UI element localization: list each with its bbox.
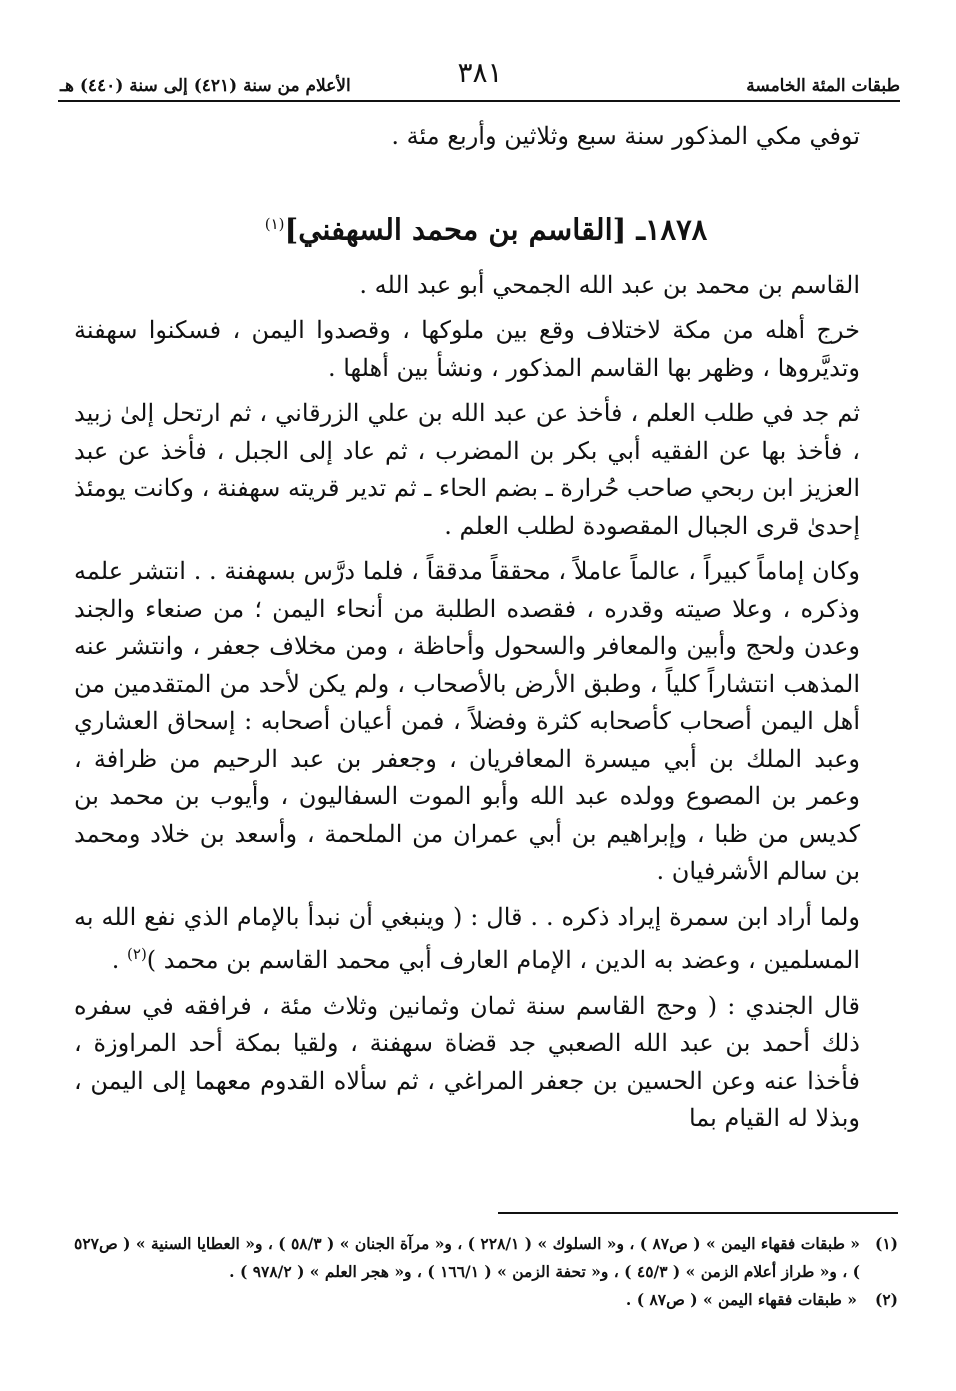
footnote-text: « طبقات فقهاء اليمن » ( ص٨٧ ) . [625,1290,857,1309]
header-date-range: الأعلام من سنة (٤٢١) إلى سنة (٤٤٠) هـ [60,76,351,96]
footnotes [74,1230,898,1314]
entry-title-text: ١٨٧٨ـ [القاسم بن محمد السهفني] [284,212,708,247]
paragraph-text: ولما أراد ابن سمرة إيراد ذكره . . قال : ( وينبغي أن نبدأ بالإمام الذي نفع الله به المسلمين ، وعضد به الدين ، الإمام العارف أبي محمد القاسم بن محمد ) [74,902,860,975]
paragraph: خرج أهله من مكة لاختلاف وقع بين ملوكها ، وقصدوا اليمن ، فسكنوا سهفنة وتديَّروها ، وظهر بها القاسم المذكور ، ونشأ بين أهلها . [74,316,860,382]
footnote-ref: (٢) [127,945,147,964]
paragraph: القاسم بن محمد بن عبد الله الجمحي أبو عبد الله . [359,270,860,299]
header-rule [58,100,900,102]
page-number: ٣٨١ [457,56,503,89]
footnote-rule [498,1212,898,1214]
paragraph: وكان إماماً كبيراً ، عالماً عاملاً ، محققاً مدققاً ، فلما درَّس بسهفنة . . انتشر علمه وذكره ، وعلا صيته وقدره ، فقصده الطلبة من أنحاء اليمن ؛ من صنعاء والجند وعدن ولحج وأبين والمعافر والسحول وأحاظة ، ومن مخلاف جعفر ، وانتشر عنه المذهب انتشاراً كلياً ، وطبق الأرض بالأصحاب ، ولم يكن لأحد من المتقدمين من أهل اليمن أصحاب كأصحابه كثرة وفضلاً ، فمن أعيان أصحابه : إسحاق العشاري وعبد الملك بن أبي ميسرة المعافريان ، وجعفر بن عبد الرحيم من ظرافة ، وعمر بن المصوع وولده عبد الله وأبو الموت السفاليون ، وأيوب بن محمد بن كديس من ظبا ، وإبراهيم بن أبي عمران من الملحمة ، وأسعد بن خلاد ومحمد بن سالم الأشرفيان . [74,557,860,886]
footnote-text: « طبقات فقهاء اليمن » ( ص٨٧ ) ، و« السلوك » ( ٢٢٨/١ ) ، و« مرآة الجنان » ( ٥٨/٣ ) ، و« العطايا السنية » ( ص٥٢٧ ) ، و« طراز أعلام الزمن » ( ٤٥/٣ ) ، و« تحفة الزمن » ( ١٦٦/١ ) ، و« هجر العلم » ( ٩٧٨/٢ ) . [74,1234,860,1281]
footnote [74,1286,898,1314]
footnote-number: (٢) [874,1290,898,1309]
entry-title [74,206,898,249]
main-text [74,118,898,1138]
paragraph [74,899,898,980]
footnote-ref: (١) [264,214,285,233]
paragraph-end: . [111,946,128,975]
paragraph: ثم جد في طلب العلم ، فأخذ عن عبد الله بن علي الزرقاني ، ثم ارتحل إلىٰ زبيد ، فأخذ بها عن الفقيه أبي بكر بن المضرب ، ثم عاد إلى الجبل ، فأخذ عن عبد العزيز ابن ربحي صاحب حُرارة ـ بضم الحاء ـ ثم تدير قريته سهفنة ، وكانت يومئذ إحدىٰ قرى الجبال المقصودة لطلب العلم . [73,399,860,540]
header-section-title: طبقات المئة الخامسة [746,76,900,96]
running-header [60,56,900,96]
footnote [74,1230,898,1286]
paragraph: توفي مكي المذكور سنة سبع وثلاثين وأربع مئة . [391,122,860,150]
footnote-number: (١) [874,1234,898,1253]
paragraph: قال الجندي : ( وحج القاسم سنة ثمان وثمانين وثلاث مئة ، فرافقه في سفره ذلك أحمد بن عبد الله الصعبي جد قضاة سهفنة ، ولقيا بمكة أحد المراوزة ، فأخذا عنه وعن الحسين بن جعفر المراغي ، ثم سألاه القدوم معهما إلى اليمن ، وبذلا له القيام بما [74,991,860,1133]
